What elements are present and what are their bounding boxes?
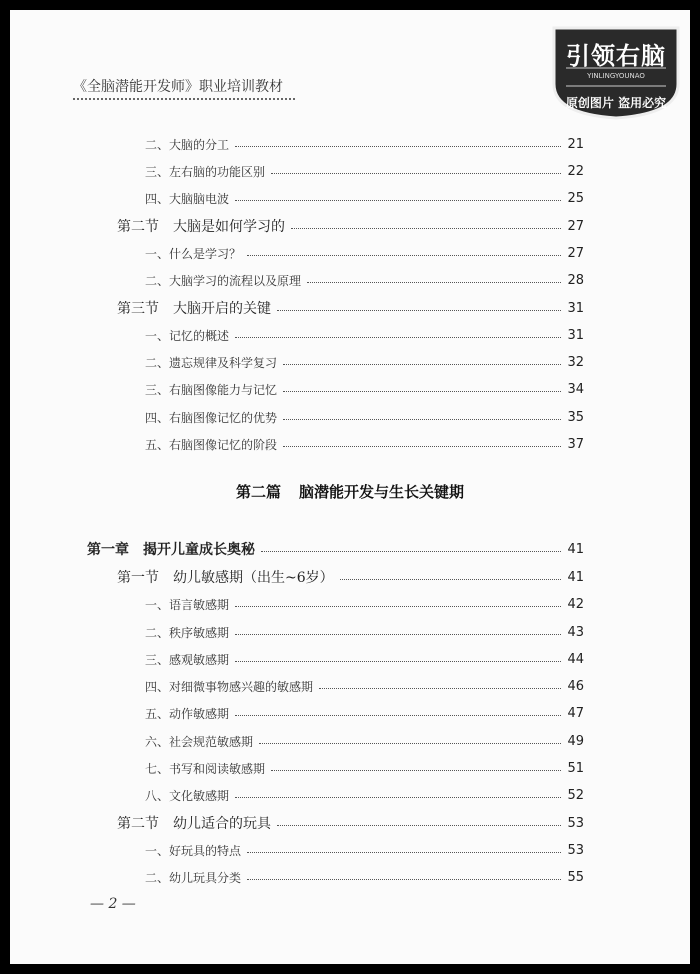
toc-item[interactable] (145, 676, 584, 696)
dot-leader (307, 282, 561, 283)
watermark-note: 原创图片 盗用必究 (565, 96, 667, 110)
toc-item-page: 25 (567, 190, 584, 206)
toc-item-text: 二、遗忘规律及科学复习 (145, 355, 278, 370)
dot-leader (235, 146, 561, 147)
toc-item-text: 一、记忆的概述 (145, 328, 230, 343)
toc-section-text: 第二节 幼儿适合的玩具 (117, 816, 271, 832)
dot-leader (340, 579, 562, 580)
dot-leader (283, 364, 561, 365)
dot-leader (271, 770, 561, 771)
dot-leader (283, 419, 561, 420)
toc-item-page: 22 (567, 163, 584, 179)
page-header: 《全脑潜能开发师》职业培训教材 (73, 79, 283, 95)
toc-item-page: 53 (567, 842, 584, 858)
toc-section-text: 第一节 幼儿敏感期（出生~6岁） (117, 570, 334, 586)
toc-item-text: 四、大脑脑电波 (145, 191, 230, 206)
toc-item[interactable] (145, 434, 584, 454)
toc-item-text: 一、什么是学习？ (145, 246, 242, 261)
toc-item[interactable] (145, 867, 584, 887)
toc-item-text: 五、动作敏感期 (145, 706, 230, 721)
toc-section-page: 31 (567, 300, 584, 316)
toc-item[interactable] (145, 840, 584, 860)
toc-item-page: 52 (567, 787, 584, 803)
toc-chapter[interactable] (87, 539, 584, 559)
dot-leader (259, 743, 561, 744)
toc-section-page: 27 (567, 218, 584, 234)
toc-section-text: 第三节 大脑开启的关键 (117, 301, 271, 317)
toc-item[interactable] (145, 270, 584, 290)
dot-leader (271, 173, 561, 174)
toc-item-text: 三、感观敏感期 (145, 652, 230, 667)
dot-leader (235, 797, 561, 798)
toc-section[interactable] (117, 298, 584, 318)
dot-leader (235, 661, 561, 662)
toc-item-page: 21 (567, 136, 584, 152)
dot-leader (247, 879, 561, 880)
toc-section-page: 53 (567, 815, 584, 831)
toc-item-text: 一、语言敏感期 (145, 597, 230, 612)
toc-section[interactable] (117, 567, 584, 587)
toc-item-text: 四、右脑图像记忆的优势 (145, 410, 278, 425)
toc-item-text: 二、幼儿玩具分类 (145, 870, 242, 885)
dot-leader (235, 606, 561, 607)
toc-item[interactable] (145, 243, 584, 263)
toc-item[interactable] (145, 649, 584, 669)
part-title (10, 481, 690, 502)
dot-leader (235, 634, 561, 635)
toc-item-page: 44 (567, 651, 584, 667)
toc-item-page: 31 (567, 327, 584, 343)
toc-item-page: 51 (567, 760, 584, 776)
toc-item-page: 46 (567, 678, 584, 694)
toc-section-page: 41 (567, 569, 584, 585)
toc-item-text: 四、对细微事物感兴趣的敏感期 (145, 679, 314, 694)
book-page (10, 10, 690, 964)
dot-leader (277, 825, 561, 826)
dot-leader (319, 688, 561, 689)
toc-item[interactable] (145, 594, 584, 614)
part-name: 脑潜能开发与生长关键期 (299, 483, 465, 501)
toc-item-page: 37 (567, 436, 584, 452)
toc-item-text: 五、右脑图像记忆的阶段 (145, 437, 278, 452)
toc-item-page: 49 (567, 733, 584, 749)
toc-item[interactable] (145, 188, 584, 208)
dot-leader (235, 715, 561, 716)
toc-item[interactable] (145, 161, 584, 181)
part-label: 第二篇 (235, 483, 281, 501)
toc-item-text: 八、文化敏感期 (145, 788, 230, 803)
toc-chapter-page: 41 (567, 541, 584, 557)
toc-item[interactable] (145, 703, 584, 723)
dot-leader (283, 391, 561, 392)
toc-item[interactable] (145, 758, 584, 778)
toc-item-page: 34 (567, 381, 584, 397)
toc-item-page: 28 (567, 272, 584, 288)
toc-item-text: 六、社会规范敏感期 (145, 734, 254, 749)
toc-item-page: 42 (567, 596, 584, 612)
toc-item[interactable] (145, 352, 584, 372)
watermark-stamp (548, 24, 684, 120)
dot-leader (247, 255, 561, 256)
toc-item-page: 43 (567, 624, 584, 640)
toc-item[interactable] (145, 785, 584, 805)
toc-item-text: 二、秩序敏感期 (145, 625, 230, 640)
toc-item-page: 35 (567, 409, 584, 425)
watermark-title: 引领右脑 (566, 42, 666, 70)
toc-item-text: 三、右脑图像能力与记忆 (145, 382, 278, 397)
toc-item[interactable] (145, 379, 584, 399)
dot-leader (291, 228, 561, 229)
toc-item-page: 32 (567, 354, 584, 370)
toc-item[interactable] (145, 134, 584, 154)
dot-leader (283, 446, 561, 447)
toc-item-page: 27 (567, 245, 584, 261)
toc-item[interactable] (145, 622, 584, 642)
toc-item-text: 一、好玩具的特点 (145, 843, 242, 858)
toc-item[interactable] (145, 731, 584, 751)
dot-leader (235, 200, 561, 201)
toc-item[interactable] (145, 325, 584, 345)
dot-leader (277, 310, 561, 311)
dot-leader (247, 852, 561, 853)
toc-section[interactable] (117, 216, 584, 236)
toc-item-text: 三、左右脑的功能区别 (145, 164, 266, 179)
toc-chapter-text: 第一章 揭开儿童成长奥秘 (87, 542, 255, 558)
toc-item-page: 55 (567, 869, 584, 885)
toc-section-text: 第二节 大脑是如何学习的 (117, 219, 285, 235)
watermark-subtitle: YINLINGYOUNAO (587, 72, 645, 80)
toc-item-page: 47 (567, 705, 584, 721)
dot-leader (261, 551, 561, 552)
dot-leader (235, 337, 561, 338)
toc-section[interactable] (117, 813, 584, 833)
header-rule (73, 98, 295, 100)
toc-item-text: 二、大脑的分工 (145, 137, 230, 152)
toc-item-text: 二、大脑学习的流程以及原理 (145, 273, 302, 288)
toc-item[interactable] (145, 407, 584, 427)
toc-item-text: 七、书写和阅读敏感期 (145, 761, 266, 776)
page-number: — 2 — (90, 896, 136, 912)
